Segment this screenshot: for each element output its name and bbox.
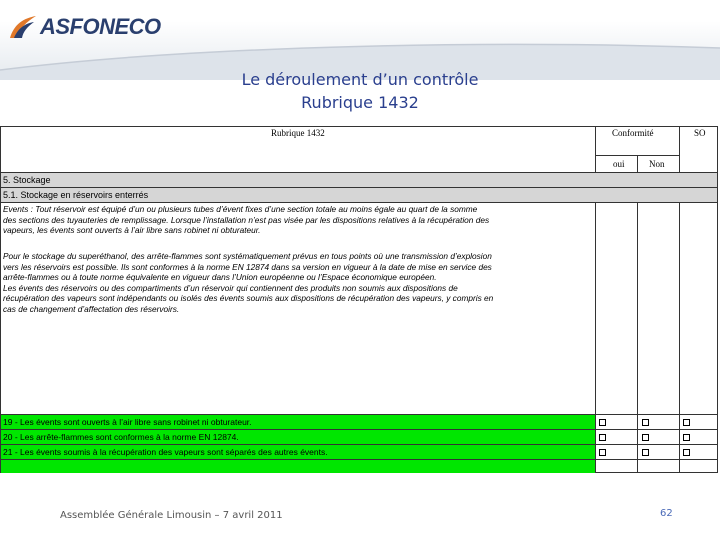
col-so-header: SO [694,128,706,138]
text-line: vers les réservoirs est possible. Ils sont conformes à la norme EN 12874 dans sa version en vigueur à la date de mise en service des [3,261,492,272]
slide-subtitle: Rubrique 1432 [301,93,419,112]
text-line: Pour le stockage du superéthanol, des arrête-flammes sont systématiquement prévus en tous points où une transmission d’explosion [3,251,492,261]
grid-line [1,414,717,415]
slide-title: Le déroulement d’un contrôle [241,70,479,89]
checklist-row-21: 21 - Les évents soumis à la récupération des vapeurs sont séparés des autres évents. [3,447,328,457]
grid-line [595,202,596,472]
checkbox-oui-20[interactable] [599,434,606,441]
checkbox-non-20[interactable] [642,434,649,441]
col-non-header: Non [649,159,665,169]
col-rubrique-header: Rubrique 1432 [271,128,325,138]
checkbox-non-19[interactable] [642,419,649,426]
grid-line [1,187,717,188]
grid-line [595,127,596,172]
text-line: cas de changement d’affectation des réservoirs. [3,303,180,314]
checklist-row-19: 19 - Les évents sont ouverts à l’air libre sans robinet ni obturateur. [3,417,252,427]
checklist-table [0,126,718,473]
col-conformite-header: Conformité [612,128,654,138]
text-line: récupération des vapeurs sont indépendants ou isolés des évents soumis aux dispositions de récupération des vapeurs, y compris en [3,293,494,303]
checkbox-oui-19[interactable] [599,419,606,426]
checkbox-so-21[interactable] [683,449,690,456]
section-row-stockage [1,173,717,188]
footer-text: Assemblée Générale Limousin – 7 avril 2011 [60,510,283,521]
grid-line [637,155,638,172]
grid-line [1,429,717,430]
paragraph-superethanol [3,251,595,314]
grid-line [1,459,717,460]
text-line: Les évents des réservoirs ou des compartiments d’un réservoir qui contiennent des produits non soumis aux dispositions de [3,282,458,293]
text-line: des sections des tuyauteries de remplissage. Lorsque l’installation n’est pas visée par les dispositions relatives à la récupération des [3,214,490,225]
grid-line [679,202,680,472]
checklist-row-20: 20 - Les arrête-flammes sont conformes à la norme EN 12874. [3,432,239,442]
section-label: 5. Stockage [3,175,51,185]
checkbox-so-19[interactable] [683,419,690,426]
grid-line [679,127,680,172]
text-line: vapeurs, les évents sont ouverts à l’air libre sans robinet ni obturateur. [3,225,261,235]
text-line: arrête-flammes ou à toute norme équivalente en vigueur dans l’Union européenne ou l’Espace économique européen. [3,272,437,282]
grid-line [1,202,717,203]
grid-line [1,172,717,173]
paragraph-events [3,204,595,236]
page-number: 62 [660,508,673,519]
checkbox-oui-21[interactable] [599,449,606,456]
checkbox-non-21[interactable] [642,449,649,456]
section-label: 5.1. Stockage en réservoirs enterrés [3,190,149,200]
logo [8,12,161,42]
text-line: Events : Tout réservoir est équipé d’un ou plusieurs tubes d’évent fixes d’une section totale au moins égale au quart de la somme [3,204,478,214]
grid-line [637,202,638,472]
grid-line [1,444,717,445]
section-row-reservoirs [1,188,717,203]
checkbox-so-20[interactable] [683,434,690,441]
logo-text: ASFONECO [40,14,161,39]
col-oui-header: oui [613,159,625,169]
logo-mark-icon [8,14,38,40]
